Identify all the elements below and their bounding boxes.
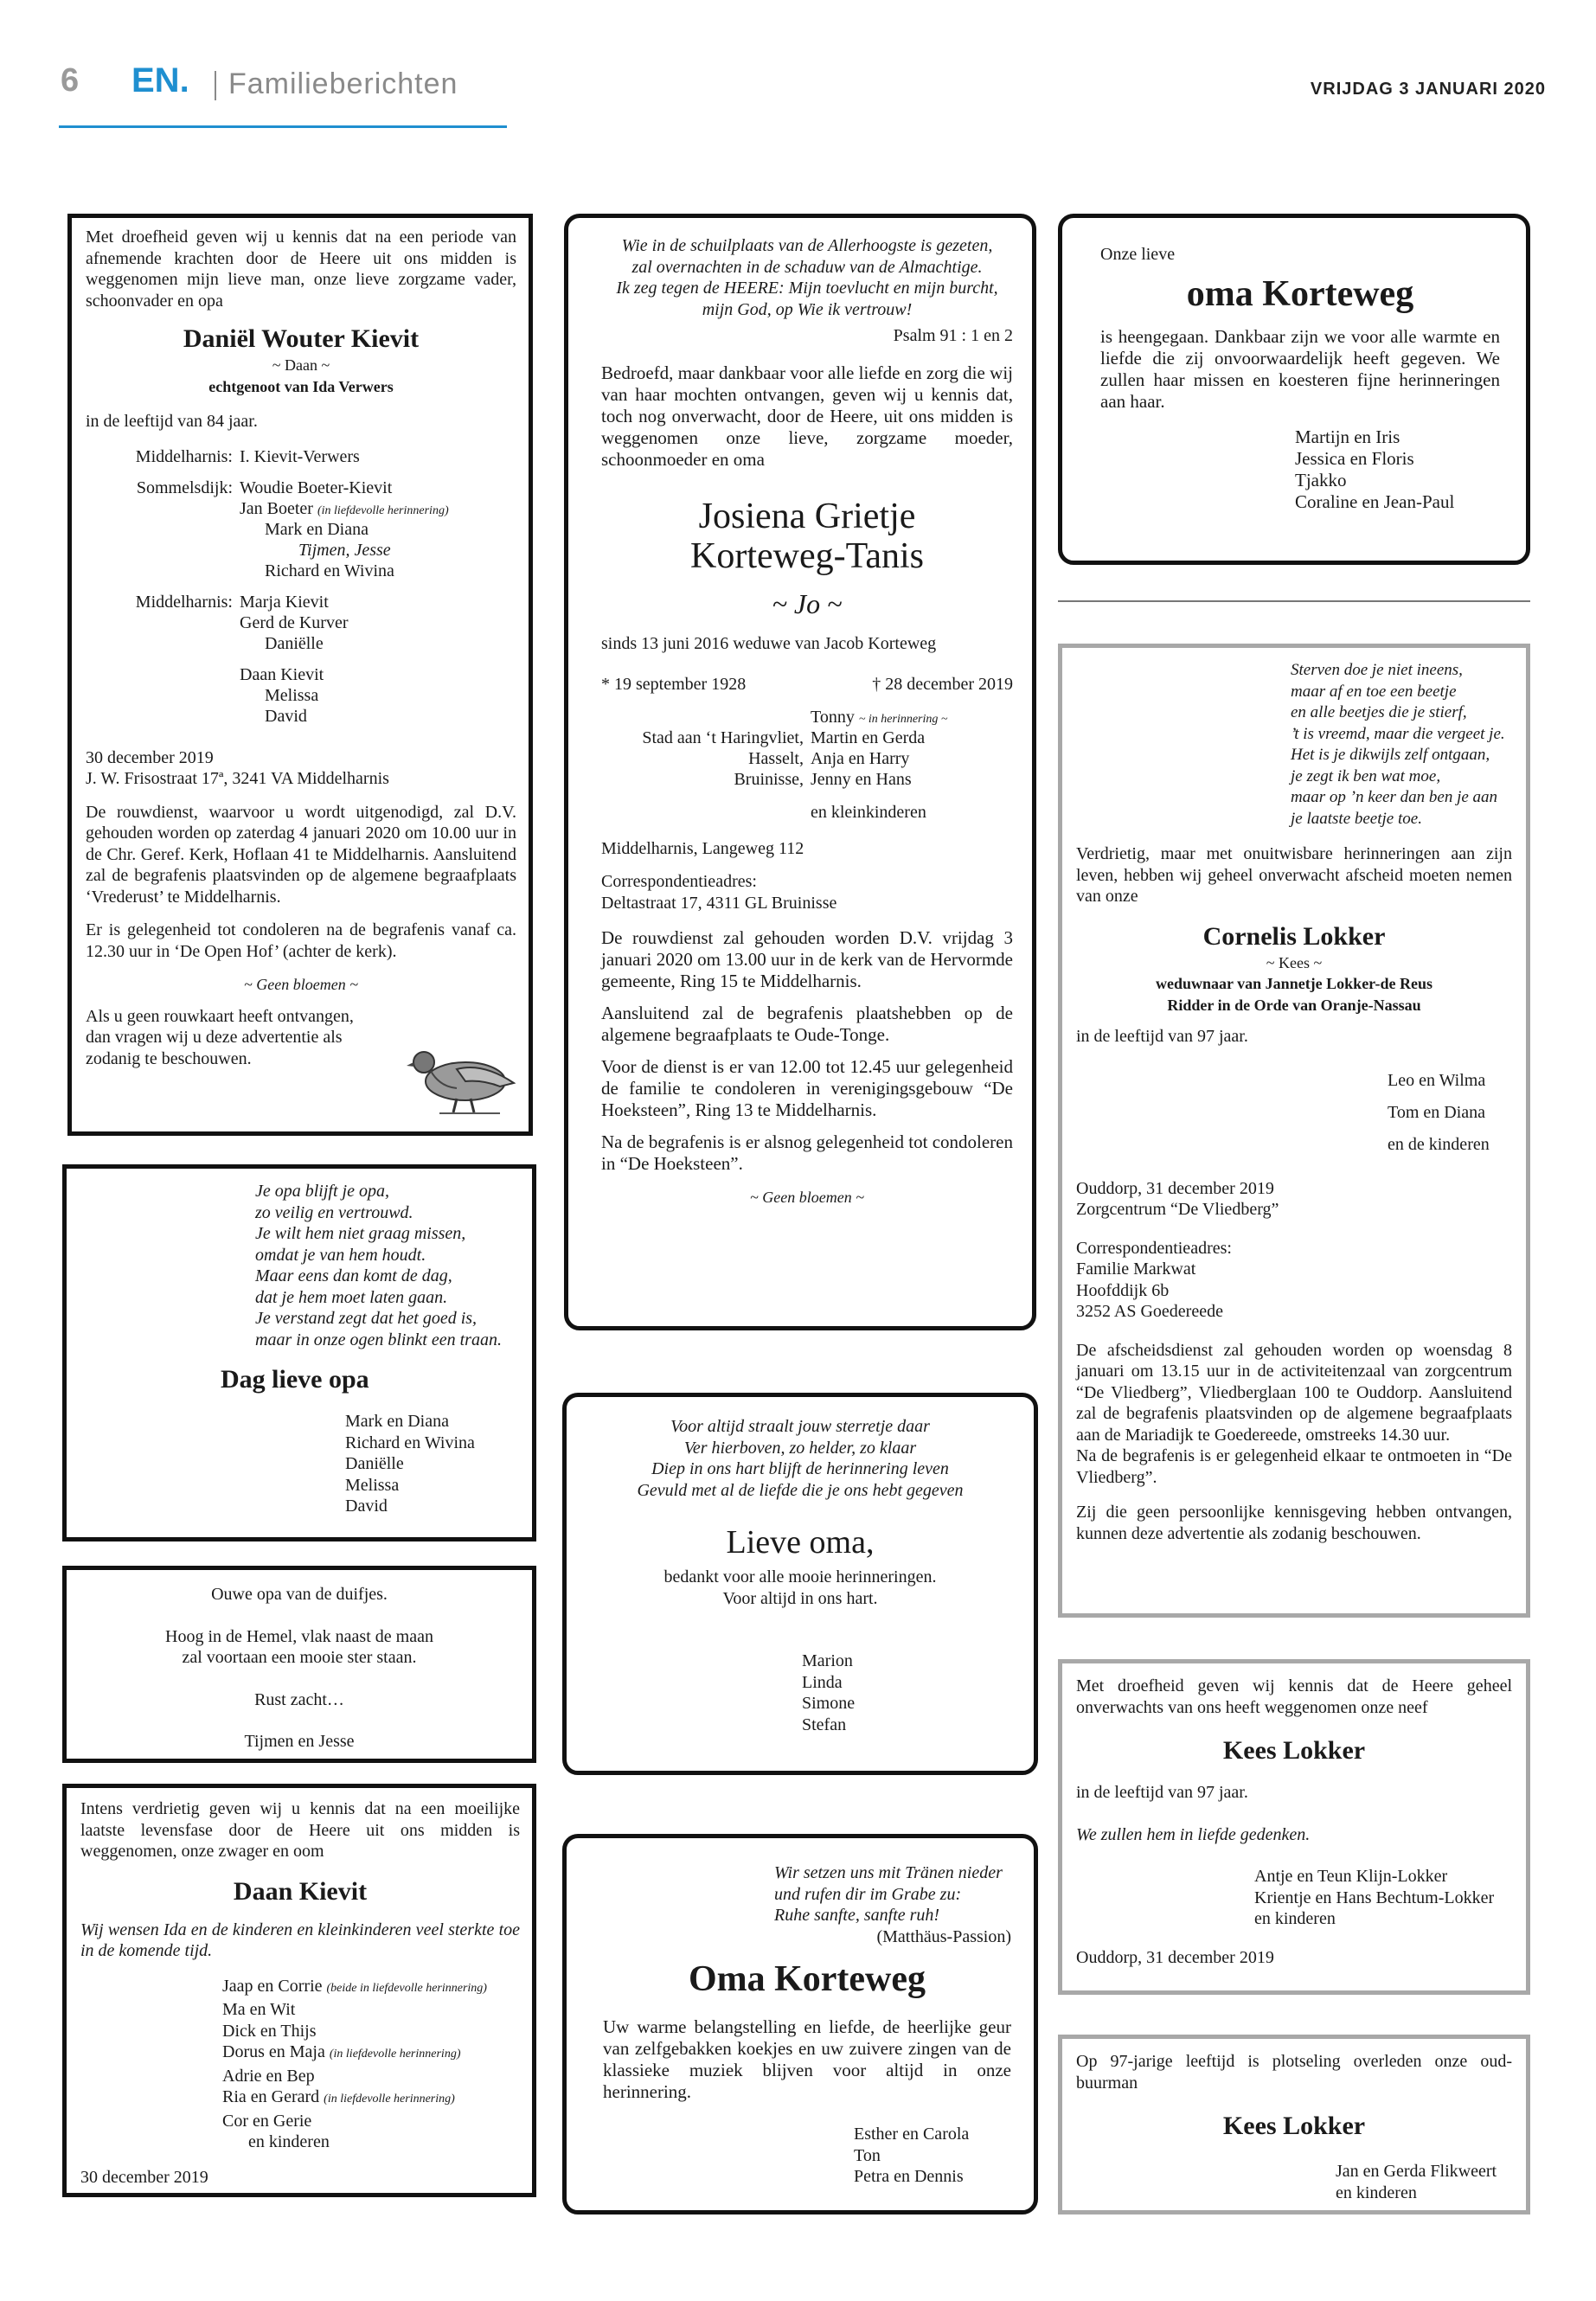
grandchildren: en kleinkinderen (811, 802, 926, 822)
svg-text:EN.: EN. (131, 61, 189, 99)
family-name: Ma en Wit (222, 2000, 296, 2019)
signatories (1100, 426, 1500, 513)
deceased-name: Cornelis Lokker (1202, 921, 1386, 951)
family-name-text: Tonny (811, 707, 855, 727)
correspondence-line: 3252 AS Goedereede (1076, 1302, 1223, 1321)
notice-lokker-neef (1058, 1659, 1530, 1995)
deceased-name: Daan Kievit (233, 1876, 368, 1906)
condolence-info: Voor de dienst is er van 12.00 tot 12.45 uur gelegenheid de familie te condoleren in verenigingsgebouw “De Hoeksteen”, Ring 13 te Middelharnis. (601, 1056, 1013, 1120)
column-divider (1058, 600, 1530, 602)
family-place: Middelharnis: (135, 592, 233, 612)
verse (67, 1584, 532, 1753)
family-name: Tom en Diana (1388, 1102, 1486, 1122)
family-name: Tijmen, Jesse (298, 540, 391, 560)
family-name: Jan Boeter (in liefdevolle herinnering) (240, 498, 449, 518)
family-name: Adrie en Bep (222, 2066, 315, 2086)
family-name: Cor en Gerie (222, 2111, 312, 2131)
correspondence-line: Hoofddijk 6b (1076, 1280, 1170, 1300)
family-list (86, 446, 516, 740)
widow-info: sinds 13 juni 2016 weduwe van Jacob Korteweg (601, 634, 937, 653)
family-place: Middelharnis: (135, 446, 233, 466)
pigeon-icon (405, 1031, 517, 1118)
notice-title: Dag lieve opa (221, 1365, 369, 1394)
signatories (567, 1650, 1034, 1735)
service-info: De afscheidsdienst zal gehouden worden op woensdag 8 januari om 13.15 uur in de activiteitenzaal van zorgcentrum “De Vliedberg”, Vliedberglaan 100 te Ouddorp. Aansluitend zal de begrafenis plaatsvinden op de algemene begraafplaats aan de Mariadijk te Goedereede, omstreeks 14.30 uur. (1076, 1340, 1512, 1445)
poem (1076, 660, 1512, 830)
correspondence-address: Deltastraat 17, 4311 GL Bruinisse (601, 893, 837, 913)
signatory: en kinderen (1254, 1909, 1336, 1928)
signatory: Jan en Gerda Flikweert (1336, 2162, 1497, 2181)
poem-line: maar in onze ogen blinkt een traan. (255, 1330, 502, 1349)
poem-line: Maar eens dan komt de dag, (255, 1266, 452, 1285)
signatories (1076, 1866, 1512, 1930)
deceased-nickname: ~ Jo ~ (772, 587, 843, 619)
family-name (222, 1976, 520, 2000)
signatory: Krientje en Hans Bechtum-Lokker (1254, 1888, 1495, 1907)
notice-intro: Met droefheid geven wij kennis dat de Heere geheel onverwachts van ons heeft weggenomen onze neef (1076, 1676, 1512, 1717)
care-home: Zorgcentrum “De Vliedberg” (1076, 1200, 1279, 1219)
deceased-age: in de leeftijd van 84 jaar. (86, 412, 258, 431)
family-name: Woudie Boeter-Kievit (240, 478, 393, 497)
signatory: Martijn en Iris (1295, 426, 1401, 447)
verse-line: zal voortaan een mooie ster staan. (182, 1648, 417, 1667)
no-flowers: ~ Geen bloemen ~ (244, 976, 358, 993)
notice-intro: Met droefheid geven wij u kennis dat na een periode van afnemende krachten door de Heere uit ons midden is weggenomen mijn lieve man, onze lieve zorgzame vader, schoonvader en opa (86, 228, 516, 311)
notice-title: oma Korteweg (1186, 273, 1414, 314)
verse-line: Rust zacht… (254, 1689, 344, 1709)
notice-text (567, 1567, 1034, 1609)
signatories (1076, 2161, 1512, 2203)
signatory: Ton (854, 2145, 881, 2165)
signatory: Petra en Dennis (854, 2167, 964, 2186)
family-note: (in liefdevolle herinnering) (324, 2093, 455, 2106)
header-separator (215, 71, 216, 100)
place-date: Ouddorp, 31 december 2019 (1076, 1947, 1274, 1967)
header-rule (59, 125, 507, 128)
family-note: ~ in herinnering ~ (858, 712, 948, 726)
signatory: Esther en Carola (854, 2125, 970, 2144)
notice-duifjes (62, 1566, 536, 1763)
poem-line: Gevuld met al de liefde die je ons hebt gegeven (637, 1480, 964, 1500)
poem-line: Wir setzen uns mit Tränen nieder (774, 1863, 1003, 1882)
family-name: Melissa (265, 685, 319, 705)
family-name-text: Dorus en Maja (222, 2042, 325, 2061)
deceased-nickname: ~ Kees ~ (1266, 953, 1323, 971)
signatories (67, 1411, 532, 1517)
family-name: Martin en Gerda (811, 727, 926, 747)
notice-oma-korteweg-2 (562, 1834, 1038, 2214)
poem-line: Voor altijd straalt jouw sterretje daar (670, 1417, 930, 1436)
deceased-honour: Ridder in de Orde van Oranje-Nassau (1167, 996, 1421, 1014)
psalm-quote (601, 235, 1013, 320)
family-note: (in liefdevolle herinnering) (329, 2048, 461, 2061)
poem-line: Je wilt hem niet graag missen, (255, 1224, 466, 1243)
death-date: † 28 december 2019 (872, 674, 1013, 694)
deceased-widower: weduwnaar van Jannetje Lokker-de Reus (1155, 975, 1433, 992)
family-list (80, 1976, 520, 2153)
deceased-age: in de leeftijd van 97 jaar. (1076, 1027, 1248, 1046)
poem-line: Je opa blijft je opa, (255, 1182, 389, 1201)
family-name: Marja Kievit (240, 592, 329, 612)
notice-intro: Intens verdrietig geven wij u kennis dat na een moeilijke laatste levensfase door de Heere uit ons midden is weggenomen, onze zwager en oom (80, 1799, 520, 1861)
family-name: Gerd de Kurver (240, 612, 349, 632)
deceased-name-line2: Korteweg-Tanis (690, 535, 924, 576)
signatory: en kinderen (1336, 2182, 1417, 2202)
notice-date: 30 december 2019 (86, 747, 214, 767)
family-name: Mark en Diana (265, 519, 369, 539)
signatory: Stefan (802, 1715, 847, 1734)
signatory: Melissa (345, 1475, 400, 1495)
signatory: Mark en Diana (345, 1412, 449, 1431)
poem-line: je laatste beetje toe. (1291, 809, 1422, 828)
text-line: bedankt voor alle mooie herinneringen. (663, 1567, 937, 1586)
no-flowers: ~ Geen bloemen ~ (750, 1189, 864, 1206)
newspaper-logo (131, 59, 201, 99)
notice-title: Oma Korteweg (688, 1959, 926, 1999)
notice-address: Middelharnis, Langeweg 112 (601, 838, 804, 858)
family-name: en kinderen (248, 2132, 330, 2151)
service-info: De rouwdienst, waarvoor u wordt uitgenodigd, zal D.V. gehouden worden op zaterdag 4 januari 2020 om 10.00 uur in de Chr. Geref. Kerk, Hoflaan 41 te Middelharnis. Aansluitend zal de begrafenis plaatsvinden op de algemene begraafplaats ‘Vrederust’ te Middelharnis. (86, 802, 516, 907)
psalm-line: Wie in de schuilplaats van de Allerhoogste is gezeten, (621, 236, 993, 255)
page-number: 6 (61, 62, 80, 99)
family-place: Hasselt, (748, 748, 804, 768)
deceased-name-line1: Josiena Grietje (698, 496, 916, 536)
notice-dag-lieve-opa (62, 1164, 536, 1541)
text-line: Voor altijd in ons hart. (722, 1588, 878, 1608)
closing-text: Zij die geen persoonlijke kennisgeving hebben ontvangen, kunnen deze advertentie als zodanig beschouwen. (1076, 1503, 1512, 1543)
family-name: en de kinderen (1388, 1134, 1490, 1154)
psalm-line: mijn God, op Wie ik vertrouw! (702, 299, 913, 319)
signatory: Simone (802, 1694, 856, 1713)
poem-line: maar op ’n keer dan ben je aan (1291, 788, 1498, 806)
family-place: Sommelsdijk: (136, 478, 233, 497)
poem-line: je zegt ik ben wat moe, (1291, 766, 1441, 785)
deceased-spouse: echtgenoot van Ida Verwers (208, 377, 394, 395)
family-place: Stad aan ‘t Haringvliet, (642, 727, 804, 747)
poem (567, 1416, 1034, 1501)
signatory: Daniëlle (345, 1454, 404, 1473)
notice-address: J. W. Frisostraat 17ª, 3241 VA Middelharnis (86, 769, 389, 788)
notice-title: Lieve oma, (726, 1524, 875, 1561)
family-name: Dick en Thijs (222, 2021, 317, 2041)
signatory: Richard en Wivina (345, 1433, 475, 1452)
psalm-line: Ik zeg tegen de HEERE: Mijn toevlucht en mijn burcht, (616, 279, 998, 298)
family-name: Richard en Wivina (265, 561, 394, 580)
section-title: Familieberichten (228, 67, 458, 100)
notice-intro: Verdrietig, maar met onuitwisbare herinneringen aan zijn leven, hebben wij geheel onverwacht afscheid moeten nemen van onze (1076, 844, 1512, 906)
family-list (601, 707, 1013, 836)
poem-line: Ver hierboven, zo helder, zo klaar (683, 1438, 917, 1458)
verse-line: Ouwe opa van de duifjes. (211, 1585, 388, 1604)
condolence-info: Er is gelegenheid tot condoleren na de begrafenis vanaf ca. 12.30 uur in ‘De Open Hof’ (achter de kerk). (86, 920, 516, 961)
notice-oma-korteweg-1 (1058, 214, 1530, 565)
notice-lokker-buurman (1058, 2035, 1530, 2214)
deceased-age: in de leeftijd van 97 jaar. (1076, 1783, 1248, 1802)
notice-lieve-oma (562, 1393, 1038, 1775)
family-name-text: Jaap en Corrie (222, 1976, 323, 1996)
condolence-info: Na de begrafenis is er gelegenheid elkaar te ontmoeten in “De Vliedberg”. (1076, 1446, 1512, 1487)
notice-kievit-zwager (62, 1784, 536, 2197)
signatory: Tjakko (1295, 469, 1347, 490)
issue-date: VRIJDAG 3 JANUARI 2020 (1310, 80, 1546, 99)
notice-lokker-main (1058, 644, 1530, 1618)
closing-line: Als u geen rouwkaart heeft ontvangen, (86, 1006, 354, 1026)
deceased-nickname: ~ Daan ~ (272, 356, 330, 374)
notice-wish: Wij wensen Ida en de kinderen en kleinkinderen veel sterkte toe in de komende tijd. (80, 1920, 520, 1960)
correspondence-line: Familie Markwat (1076, 1259, 1196, 1279)
poem (67, 1181, 532, 1350)
notice-date: 30 december 2019 (80, 2167, 208, 2187)
poem-line: dat je hem moet laten gaan. (255, 1287, 448, 1307)
service-info: De rouwdienst zal gehouden worden D.V. vrijdag 3 januari 2020 om 13.00 uur in de kerk van de Hervormde gemeente, Ring 15 te Middelharnis. (601, 927, 1013, 991)
notice-kievit-main (67, 214, 533, 1136)
verse-line: Hoog in de Hemel, vlak naast de maan (165, 1626, 433, 1646)
family-note: (in liefdevolle herinnering) (317, 503, 449, 517)
family-name (222, 2041, 520, 2066)
birth-date: * 19 september 1928 (601, 674, 747, 694)
family-name: Daniëlle (265, 633, 324, 653)
family-name-text: Ria en Gerard (222, 2087, 320, 2106)
notice-intro: Op 97-jarige leeftijd is plotseling overleden onze oud-buurman (1076, 2052, 1512, 2093)
deceased-name: Daniël Wouter Kievit (183, 324, 420, 353)
correspondence-label: Correspondentieadres: (1076, 1238, 1232, 1258)
poem-line: Het is je dikwijls zelf ontgaan, (1291, 746, 1490, 764)
family-name: Daan Kievit (240, 664, 324, 684)
poem-line: en alle beetjes die je stierf, (1291, 703, 1467, 721)
correspondence-label: Correspondentieadres: (601, 872, 757, 891)
signatory: Linda (802, 1672, 843, 1692)
psalm-reference: Psalm 91 : 1 en 2 (893, 326, 1013, 345)
poem-line: ’t is vreemd, maar die vergeet je. (1291, 724, 1505, 743)
family-name: Jenny en Hans (811, 769, 912, 789)
notice-intro: Onze lieve (1100, 245, 1176, 264)
deceased-name: Kees Lokker (1222, 1736, 1366, 1765)
signatories (603, 2124, 1011, 2188)
poem-line: Diep in ons hart blijft de herinnering leven (651, 1459, 949, 1478)
family-name: I. Kievit-Verwers (240, 446, 360, 466)
family-name (222, 2086, 520, 2111)
signatory: Antje en Teun Klijn-Lokker (1254, 1867, 1448, 1886)
place-date: Ouddorp, 31 december 2019 (1076, 1178, 1274, 1198)
burial-info: Aansluitend zal de begrafenis plaatshebben op de algemene begraafplaats te Oude-Tonge. (601, 1003, 1013, 1045)
memory-line: We zullen hem in liefde gedenken. (1076, 1824, 1311, 1844)
poem-line: omdat je van hem houdt. (255, 1245, 426, 1265)
psalm-line: zal overnachten in de schaduw van de Almachtige. (631, 257, 983, 277)
closing-line: dan vragen wij u deze advertentie als (86, 1028, 343, 1047)
notice-intro: Bedroefd, maar dankbaar voor alle liefde en zorg die wij van haar mochten ontvangen, geven wij u kennis dat, toch nog onverwacht, door de Heere, uit ons midden is weggenomen onze lieve, zorgzame moeder, schoonmoeder en oma (601, 362, 1013, 470)
family-list (1076, 1065, 1512, 1161)
poem (603, 1862, 1011, 1926)
poem-source: (Matthäus-Passion) (876, 1926, 1011, 1946)
notice-text: is heengegaan. Dankbaar zijn we voor alle warmte en liefde die zij onvoorwaardelijk heeft gegeven. We zullen haar missen en koesteren fijne herinneringen aan haar. (1100, 325, 1500, 412)
poem-line: zo veilig en vertrouwd. (255, 1202, 413, 1222)
family-name: Anja en Harry (811, 748, 910, 768)
poem-line: Ruhe sanfte, sanfte ruh! (774, 1906, 940, 1925)
poem-line: Je verstand zegt dat het goed is, (255, 1309, 478, 1328)
signatory: David (345, 1497, 388, 1516)
family-place: Bruinisse, (734, 769, 804, 789)
signatory: Marion (802, 1651, 853, 1670)
signatory: Jessica en Floris (1295, 447, 1414, 469)
family-note: (beide in liefdevolle herinnering) (326, 1981, 487, 1995)
life-dates (601, 674, 1013, 700)
notice-text: Uw warme belangstelling en liefde, de heerlijke geur van zelfgebakken koekjes en uw zuivere zingen van de klassieke muziek blijven voor altijd in onze herinnering. (603, 2016, 1011, 2102)
family-name: Leo en Wilma (1388, 1070, 1486, 1090)
notice-korteweg-main (564, 214, 1036, 1330)
closing-line: zodanig te beschouwen. (86, 1048, 252, 1068)
signatory: Tijmen en Jesse (244, 1732, 355, 1751)
condolence-after: Na de begrafenis is er alsnog gelegenheid tot condoleren in “De Hoeksteen”. (601, 1131, 1013, 1174)
signatory: Coraline en Jean-Paul (1295, 490, 1455, 512)
family-name: David (265, 706, 307, 726)
poem-line: und rufen dir im Grabe zu: (774, 1884, 962, 1904)
deceased-name: Kees Lokker (1222, 2112, 1366, 2140)
poem-line: Sterven doe je niet ineens, (1291, 661, 1463, 679)
poem-line: maar af en toe een beetje (1291, 682, 1457, 701)
